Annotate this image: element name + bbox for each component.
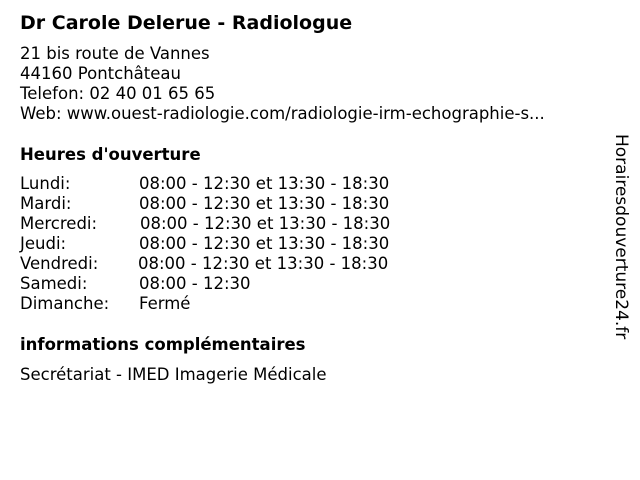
- day-label: Dimanche:: [20, 294, 110, 313]
- day-label: Mardi:: [20, 194, 72, 213]
- time-value: 08:00 - 12:30 et 13:30 - 18:30: [138, 254, 389, 273]
- day-label: Samedi:: [20, 274, 88, 293]
- day-label: Jeudi:: [20, 234, 67, 253]
- website-link: Web: www.ouest-radiologie.com/radiologie-irm-echographie-s...: [20, 104, 545, 123]
- time-value: 08:00 - 12:30 et 13:30 - 18:30: [139, 234, 390, 253]
- address-street: 21 bis route de Vannes: [20, 44, 210, 63]
- watermark-text: Horairesdouverture24.fr: [611, 134, 631, 340]
- day-label: Vendredi:: [20, 254, 99, 273]
- additional-info-heading: informations complémentaires: [20, 335, 306, 354]
- time-value: 08:00 - 12:30 et 13:30 - 18:30: [139, 194, 390, 213]
- time-value: 08:00 - 12:30: [139, 274, 251, 293]
- time-value: 08:00 - 12:30 et 13:30 - 18:30: [140, 214, 391, 233]
- day-label: Mercredi:: [20, 214, 98, 233]
- opening-hours-heading: Heures d'ouverture: [20, 145, 201, 164]
- additional-info-text: Secrétariat - IMED Imagerie Médicale: [20, 365, 327, 384]
- time-value: 08:00 - 12:30 et 13:30 - 18:30: [139, 174, 390, 193]
- site-watermark: [609, 134, 633, 344]
- time-value: Fermé: [139, 294, 191, 313]
- page-title: Dr Carole Delerue - Radiologue: [20, 12, 353, 34]
- day-label: Lundi:: [20, 174, 71, 193]
- phone-number: Telefon: 02 40 01 65 65: [20, 84, 216, 103]
- address-city: 44160 Pontchâteau: [20, 64, 181, 83]
